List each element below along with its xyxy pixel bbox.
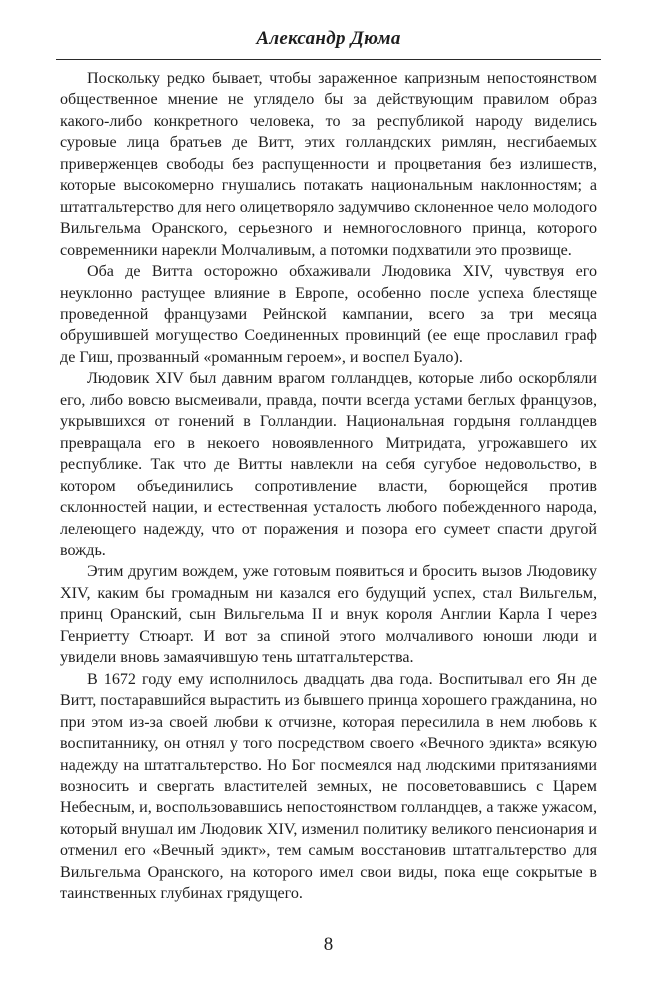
paragraph-4: Этим другим вождем, уже готовым появиться и бросить вызов Людовику XIV, каким бы громадным ни казался его будущий успех, стал Вильгельм, принц Оранский, сын Вильгельма II и внук короля Англии Карла I через Генриетту Стюарт. И вот за спиной этого молчаливого юноши люди и увидели вновь замаячившую тень штатгальтерства.	[60, 563, 597, 667]
header-divider	[56, 59, 601, 60]
paragraph-3: Людовик XIV был давним врагом голландцев, которые либо оскорбляли его, либо вовсю высмеивали, правда, почти всегда устами беглых французов, укрывшихся от гонений в Голландии. Национальная гордыня голландцев превращала его в некоего новоявленного Митридата, угрожавшего их республике. Так что де Витты навлекли на себя сугубое недовольство, в котором объединились сопротивление власти, борющейся против склонностей нации, и естественная усталость любого побежденного народа, лелеющего надежду, что от поражения и позора его сумеет спасти другой вождь.	[60, 370, 597, 559]
paragraph-2: Оба де Витта осторожно обхаживали Людовика XIV, чувствуя его неуклонно растущее влияние в Европе, особенно после успеха блестяще проведенной французами Рейнской кампании, всего за три месяца обрушившей могущество Соединенных провинций (ее еще прославил граф де Гиш, прозванный «романным героем», и воспел Буало).	[60, 263, 597, 366]
paragraph-1: Поскольку редко бывает, чтобы зараженное капризным непостоянством общественное мнение не углядело бы за действующим правилом образ какого-либо конкретного человека, то за республикой народу виделись суровые лица братьев де Витт, этих голландских римлян, несгибаемых приверженцев свободы без распущенности и процветания без излишеств, которые высокомерно гнушались потакать национальным наклонностям; а штатгальтерство для него олицетворяло задумчиво склоненное чело молодого Вильгельма Оранского, серьезного и немногословного принца, которого современники нарекли Молчаливым, а потомки подхватили это прозвище.	[60, 70, 597, 259]
page-number: 8	[323, 934, 334, 955]
running-header-author: Александр Дюма	[256, 28, 401, 49]
paragraph-5: В 1672 году ему исполнилось двадцать два года. Воспитывал его Ян де Витт, постаравшийся вырастить из бывшего принца хорошего гражданина, но при этом из-за своей любви к отчизне, которая пересилила в нем любовь к воспитаннику, он отнял у того посредством своего «Вечного эдикта» всякую надежду на штатгальтерство. Но Бог посмеялся над людскими притязаниями возносить и свергать властителей земных, не посоветовавшись с Царем Небесным, и, воспользовавшись непостоянством голландцев, а также ужасом, который внушал им Людовик XIV, изменил политику великого пенсионария и отменил его «Вечный эдикт», тем самым восстановив штатгальтерство для Вильгельма Оранского, на которого имел свои виды, пока еще сокрытые в таинственных глубинах грядущего.	[60, 670, 597, 903]
body-text	[60, 68, 597, 905]
